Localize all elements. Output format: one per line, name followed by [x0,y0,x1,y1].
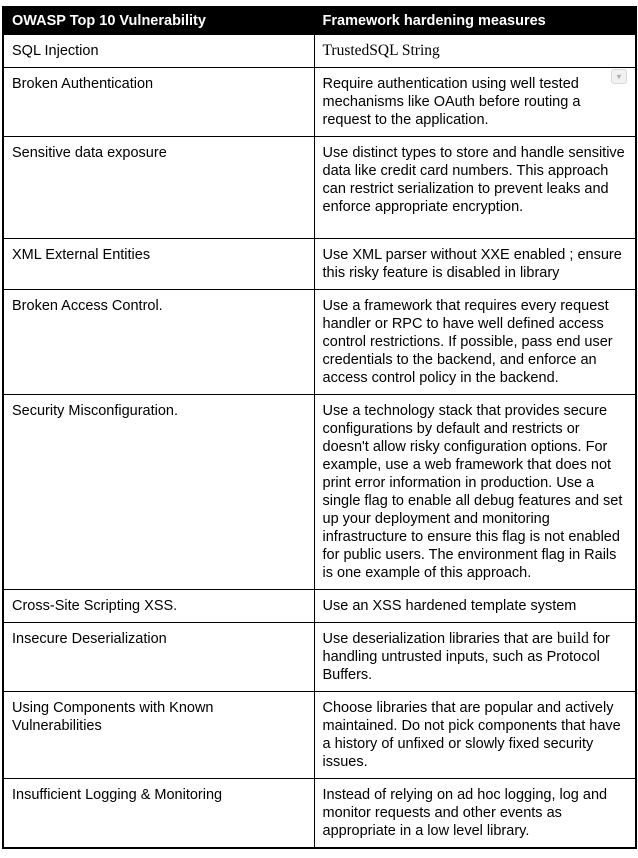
triangle-down-icon: ▼ [615,72,623,81]
column-header-vulnerability: OWASP Top 10 Vulnerability [3,7,314,35]
table-row [3,623,636,692]
vulnerability-cell: SQL Injection [3,35,314,68]
vulnerability-cell: Cross-Site Scripting XSS. [3,590,314,623]
table-body [3,35,636,849]
vulnerability-cell: Sensitive data exposure [3,137,314,239]
text-segment: Instead of relying on ad hoc logging, log and monitor requests and other events as appropriate in a low level library. [322,787,612,839]
text-segment: Use a technology stack that provides secure configurations by default and restricts or doesn't allow risky configuration options. For example, use a web framework that does not print error information in production. Use a single flag to enable all debug features and set up your deployment and monitoring infrastructure to ensure this flag is not enabled for public users. The environment flag in Rails is one example of this approach. [322,403,627,581]
serif-text-segment: build [557,630,589,647]
text-segment: Use XML parser without XXE enabled ; ensure this risky feature is disabled in library [322,247,626,281]
table-row [3,290,636,395]
header-row [3,7,636,35]
column-header-measures: Framework hardening measures [314,7,636,35]
table-row [3,35,636,68]
measure-cell [314,239,636,290]
vulnerability-cell: Insufficient Logging & Monitoring [3,779,314,849]
text-segment: Use a framework that requires every request handler or RPC to have well defined access control restrictions. If possible, pass end user credentials to the backend, and enforce an access control policy in the backend. [322,298,617,386]
vulnerability-cell: Broken Access Control. [3,290,314,395]
table-row [3,137,636,239]
vulnerability-cell: XML External Entities [3,239,314,290]
table-row [3,692,636,779]
measure-cell [314,35,636,68]
measure-cell [314,395,636,590]
text-segment: Use deserialization libraries that are [322,631,558,647]
table-row [3,239,636,290]
measure-cell [314,590,636,623]
table-header [3,7,636,35]
measure-cell [314,623,636,692]
serif-text-segment: TrustedSQL String [322,42,440,59]
vulnerability-cell: Using Components with Known Vulnerabilities [3,692,314,779]
vulnerability-cell: Insecure Deserialization [3,623,314,692]
vulnerability-cell: Security Misconfiguration. [3,395,314,590]
text-segment: Choose libraries that are popular and actively maintained. Do not pick components that have a history of unfixed or slowly fixed security issues. [322,700,625,770]
text-segment: Use distinct types to store and handle sensitive data like credit card numbers. This approach can restrict serialization to prevent leaks and enforce appropriate encryption. [322,145,629,215]
vulnerability-cell: Broken Authentication [3,68,314,137]
table-row [3,590,636,623]
dropdown-indicator-icon[interactable] [611,69,627,84]
table-row [3,68,636,137]
measure-cell [314,779,636,849]
owasp-hardening-table [2,6,637,849]
table-row [3,395,636,590]
measure-cell [314,290,636,395]
measure-cell [314,68,636,137]
measure-cell [314,692,636,779]
text-segment: for handling untrusted inputs, such as Protocol Buffers. [322,631,614,683]
text-segment: Require authentication using well tested mechanisms like OAuth before routing a request to the application. [322,76,585,128]
table-row [3,779,636,849]
text-segment: Use an XSS hardened template system [322,598,577,614]
measure-cell [314,137,636,239]
